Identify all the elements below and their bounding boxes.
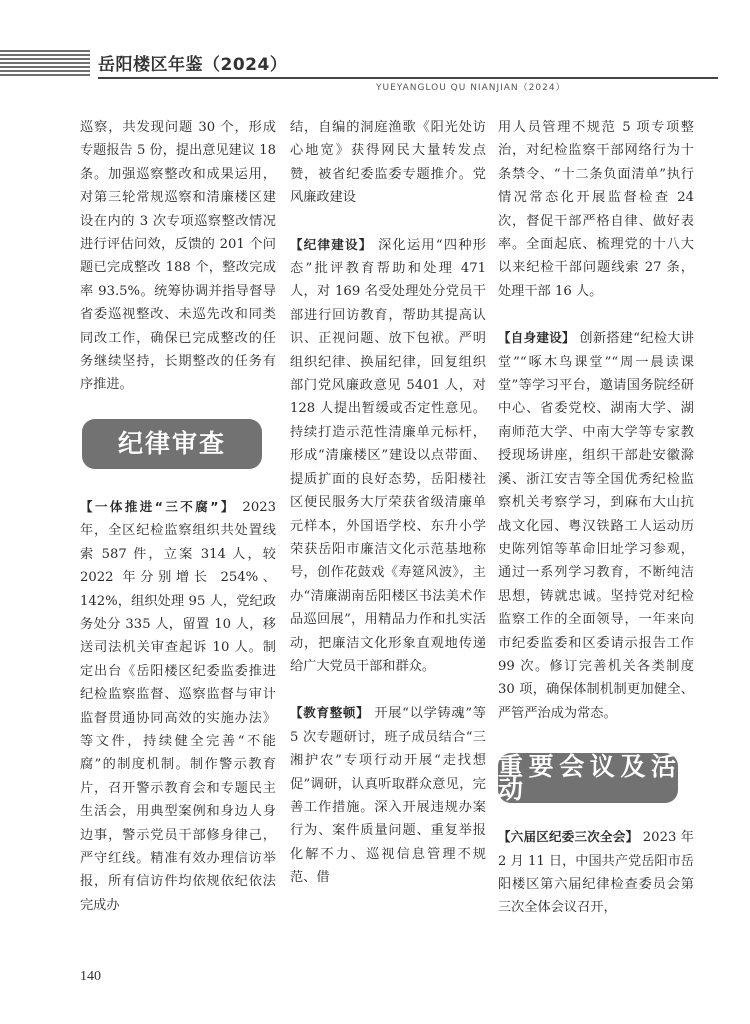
keyword-self-building: 【自身建设】 bbox=[498, 330, 575, 346]
column-1 bbox=[80, 116, 276, 917]
column-3 bbox=[498, 116, 694, 920]
col3-paragraph-3-text: 2023 年 2 月 11 日，中国共产党岳阳市岳阳楼区第六届纪律检查委员会第三次全体会议召开， bbox=[498, 830, 694, 916]
col2-paragraph-3 bbox=[290, 701, 486, 889]
page-number: 140 bbox=[80, 969, 101, 984]
yearbook-title: 岳阳楼区年鉴（2024） bbox=[98, 55, 288, 75]
col3-paragraph-2-text: 创新搭建“纪检大讲堂”“啄木鸟课堂”“周一晨读课堂”等学习平台，邀请国务院经研中心、省委党校、湖南大学、湖南师范大学、中南大学等专家教授现场讲座，组织干部赴安徽滁溪、浙江安吉等全国优秀纪检监察机关考察学习，到麻布大山抗战文化园、粤汉铁路工人运动历史陈列馆等革命旧址学习参观，通过一系列学习教育，不断纯洁思想，铸就忠诚。坚持党对纪检监察工作的全面领导，一年来向市纪委监委和区委请示报告工作 99 次。修订完善机关各类制度 30 项，确保体制机制更加健全、严管严治成为常态。 bbox=[498, 331, 694, 721]
keyword-discipline-building: 【纪律建设】 bbox=[290, 236, 373, 252]
column-2 bbox=[290, 116, 486, 890]
running-header bbox=[0, 0, 750, 100]
yearbook-subtitle: YUEYANGLOU QU NIANJIAN（2024） bbox=[376, 83, 566, 93]
col3-paragraph-3 bbox=[498, 825, 694, 920]
col3-paragraph-2 bbox=[498, 326, 694, 725]
section-heading-discipline-review: 纪律审查 bbox=[82, 419, 262, 469]
col2-paragraph-2-text: 深化运用“四种形态”批评教育帮助和处理 471 人，对 169 名受处理处分党员干部进行回访教育，帮助其提高认识、正视问题、放下包袱。严明组织纪律、换届纪律，回复组织部门党风廉政意见 5401 人，对 128 人提出暂缓或否定性意见。持续打造示范性清廉单元标杆，形成“清廉楼区”建设以点带面、提质扩面的良好态势，岳阳楼社区便民服务大厅荣获省级清廉单元样本，外国语学校、东升小学荣获岳阳市廉洁文化示范基地称号，创作花鼓戏《寿筵风波》，主办“清廉湖南岳阳楼区书法美术作品巡回展”，用精品力作和扎实活动，把廉洁文化形象直观地传递给广大党员干部和群众。 bbox=[290, 237, 486, 674]
header-rule bbox=[98, 77, 718, 79]
col3-paragraph-1: 用人员管理不规范 5 项专项整治，对纪检监察干部网络行为十条禁令、“十二条负面清单”执行情况常态化开展监督检查 24 次，督促干部严格自律、做好表率。全面起底、梳理党的十八大以来纪检干部问题线索 27 条，处理干部 16 人。 bbox=[498, 120, 694, 299]
keyword-plenary-session: 【六届区纪委三次全会】 bbox=[498, 829, 639, 845]
col1-paragraph-2-text: 2023 年，全区纪检监察组织共处置线索 587 件，立案 314 人，较 2022 年分别增长 254%、142%，组织处理 95 人，党纪政务处分 335 人，留置 10 人，移送司法机关审查起诉 10 人。制定出台《岳阳楼区纪委监委推进纪检监察监督、巡察监督与审计监督贯通协同高效的实施办法》等文件，持续健全完善“不能腐”的制度机制。制作警示教育片，召开警示教育会和专题民主生活会，用典型案例和身边人身边事，警示党员干部修身律己，严守红线。精准有效办理信访举报，所有信访件均依规依纪依法完成办 bbox=[80, 499, 276, 913]
col1-paragraph-1: 巡察，共发现问题 30 个，形成专题报告 5 份，提出意见建议 18 条。加强巡察整改和成果运用，对第三轮常规巡察和清廉楼区建设在内的 3 次专项巡察整改情况进行评估问效，反馈的 201 个问题已完成整改 188 个，整改完成率 93.5%。统筹协调并指导督导省委巡视整改、未巡先改和同类同改工作，确保已完成整改的任务继续坚持，长期整改的任务有序推进。 bbox=[80, 120, 276, 393]
header-stripe-decoration bbox=[0, 50, 90, 76]
col2-paragraph-1: 结，自编的洞庭渔歌《阳光处访心地宽》获得网民大量转发点赞，被省纪委监委专题推介。党风廉政建设 bbox=[290, 120, 486, 206]
keyword-education-rectification: 【教育整顿】 bbox=[290, 705, 370, 721]
keyword-three-no-corruption: 【一体推进“三不腐”】 bbox=[80, 498, 236, 514]
col2-paragraph-2 bbox=[290, 233, 486, 679]
col2-paragraph-3-text: 开展“以学铸魂”等 5 次专题研讨，班子成员结合“三湘护农”专项行动开展“走找想促”调研，认真听取群众意见，完善工作措施。深入开展违规办案行为、案件质量问题、重复举报化解不力、巡视信息管理不规范、借 bbox=[290, 706, 486, 886]
col1-paragraph-2 bbox=[80, 495, 276, 917]
section-heading-important-meetings: 重要会议及活动 bbox=[498, 751, 678, 805]
